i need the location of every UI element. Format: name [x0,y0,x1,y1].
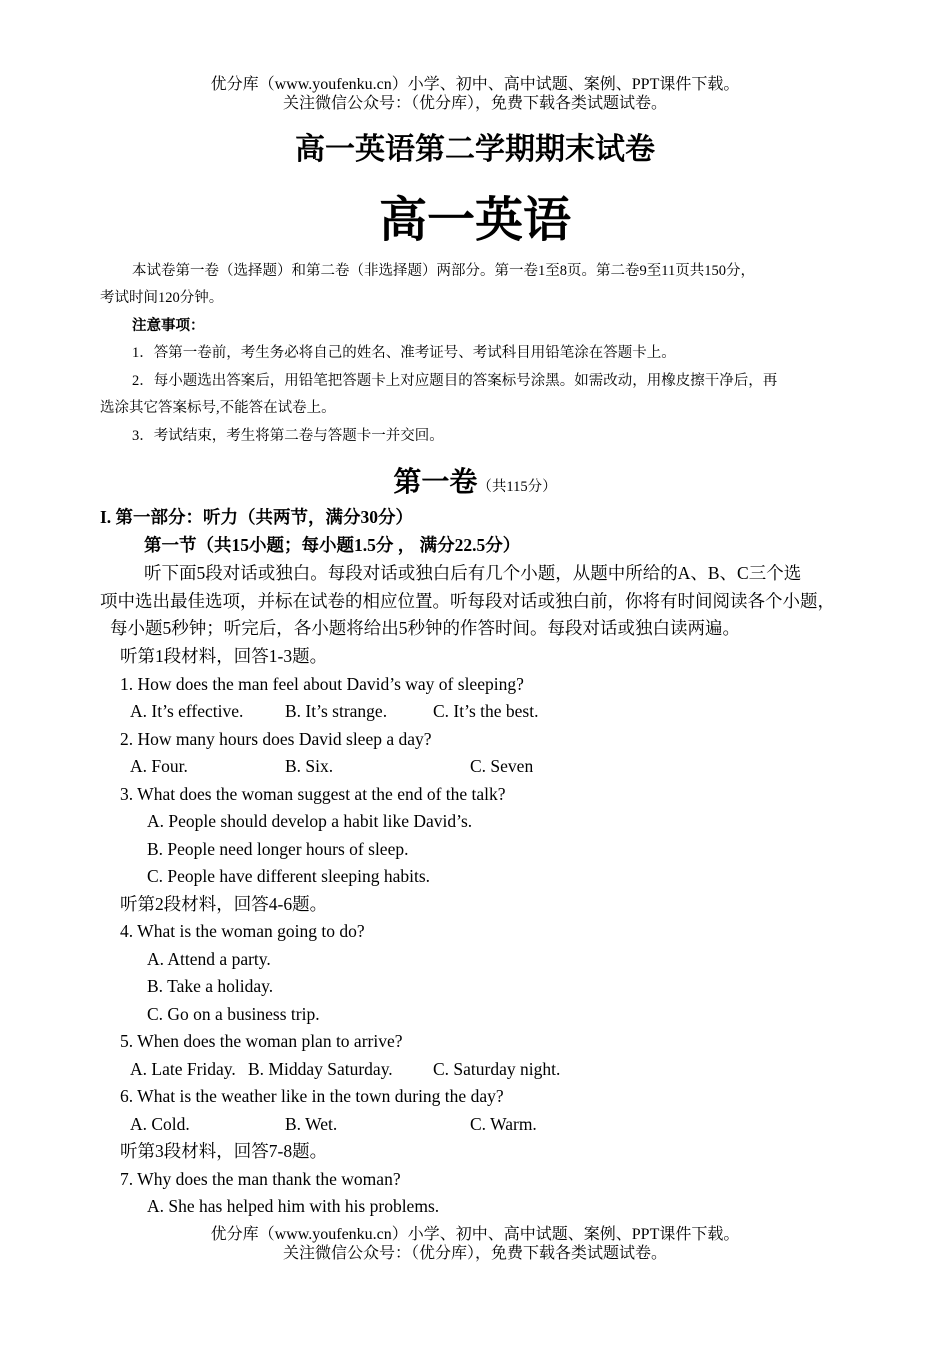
question-1-stem: 1. How does the man feel about David’s way of sleeping? [120,674,524,694]
question-6-option-b: B. Wet. [285,1114,338,1134]
header-ad-line-1: 优分库（www.youfenku.cn）小学、初中、高中试题、案例、PPT课件下载。 [210,76,740,93]
question-1-option-c: C. It’s the best. [433,701,539,721]
question-2-option-c: C. Seven [470,756,534,776]
passage-1-label: 听第1段材料，回答1-3题。 [120,646,328,666]
question-2-option-b: B. Six. [285,756,334,776]
question-2-stem: 2. How many hours does David sleep a day? [120,729,432,749]
part1-instructions-line-3: 每小题5秒钟；听完后，各小题将给出5秒钟的作答时间。每段对话或独白读两遍。 [110,618,740,638]
question-6-option-a: A. Cold. [130,1114,190,1134]
question-6-option-c: C. Warm. [470,1114,537,1134]
part1-section1-title: 第一节（共15小题；每小题1.5分 ， 满分22.5分） [144,535,521,555]
question-1-option-b: B. It’s strange. [285,701,388,721]
notice-heading: 注意事项： [132,318,205,334]
question-3-option-c: C. People have different sleeping habits. [147,866,431,886]
question-6-stem: 6. What is the weather like in the town during the day? [120,1086,504,1106]
question-3-option-a: A. People should develop a habit like David’s. [147,811,473,831]
volume-heading [0,460,950,500]
question-5-option-a: A. Late Friday. [130,1059,236,1079]
notice-item-1: 1．答第一卷前，考生务必将自己的姓名、准考证号、考试科目用铅笔涂在答题卡上。 [132,345,676,361]
exam-subtitle: 高一英语 [378,192,571,248]
question-4-stem: 4. What is the woman going to do? [120,921,365,941]
question-5-option-c: C. Saturday night. [433,1059,561,1079]
passage-3-label: 听第3段材料，回答7-8题。 [120,1141,328,1161]
intro-line-1: 本试卷第一卷（选择题）和第二卷（非选择题）两部分。第一卷1至8页。第二卷9至11页共150分， [132,263,755,279]
passage-2-label: 听第2段材料，回答4-6题。 [120,894,328,914]
exam-title: 高一英语第二学期期末试卷 [295,132,655,167]
question-5-stem: 5. When does the woman plan to arrive? [120,1031,403,1051]
question-4-option-b: B. Take a holiday. [147,976,274,996]
notice-item-2-line-2: 选涂其它答案标号,不能答在试卷上。 [100,400,336,416]
question-5-option-b: B. Midday Saturday. [248,1059,393,1079]
notice-item-3: 3．考试结束，考生将第二卷与答题卡一并交回。 [132,428,444,444]
question-2-option-a: A. Four. [130,756,188,776]
footer-ad-line-2: 关注微信公众号：（优分库），免费下载各类试题试卷。 [282,1245,667,1262]
question-7-stem: 7. Why does the man thank the woman? [120,1169,401,1189]
volume-points: （共115分） [477,479,557,495]
footer-ad-line-1: 优分库（www.youfenku.cn）小学、初中、高中试题、案例、PPT课件下载。 [210,1226,740,1243]
volume-title: 第一卷 [393,465,478,498]
question-4-option-a: A. Attend a party. [147,949,271,969]
notice-item-2-line-1: 2．每小题选出答案后，用铅笔把答题卡上对应题目的答案标号涂黑。如需改动，用橡皮擦干净后，再 [132,373,778,389]
question-7-option-a: A. She has helped him with his problems. [147,1196,440,1216]
question-3-stem: 3. What does the woman suggest at the end of the talk? [120,784,506,804]
question-3-option-b: B. People need longer hours of sleep. [147,839,409,859]
header-ad-line-2: 关注微信公众号：（优分库），免费下载各类试题试卷。 [282,95,667,112]
part1-instructions-line-1: 听下面5段对话或独白。每段对话或独白后有几个小题，从题中所给的A、B、C三个选 [144,563,802,583]
intro-line-2: 考试时间120分钟。 [100,290,224,306]
question-1-option-a: A. It’s effective. [130,701,244,721]
part1-instructions-line-2: 项中选出最佳选项，并标在试卷的相应位置。听每段对话或独白前，你将有时间阅读各个小题， [100,591,835,611]
part1-title: I. 第一部分：听力（共两节，满分30分） [100,507,414,527]
question-4-option-c: C. Go on a business trip. [147,1004,320,1024]
